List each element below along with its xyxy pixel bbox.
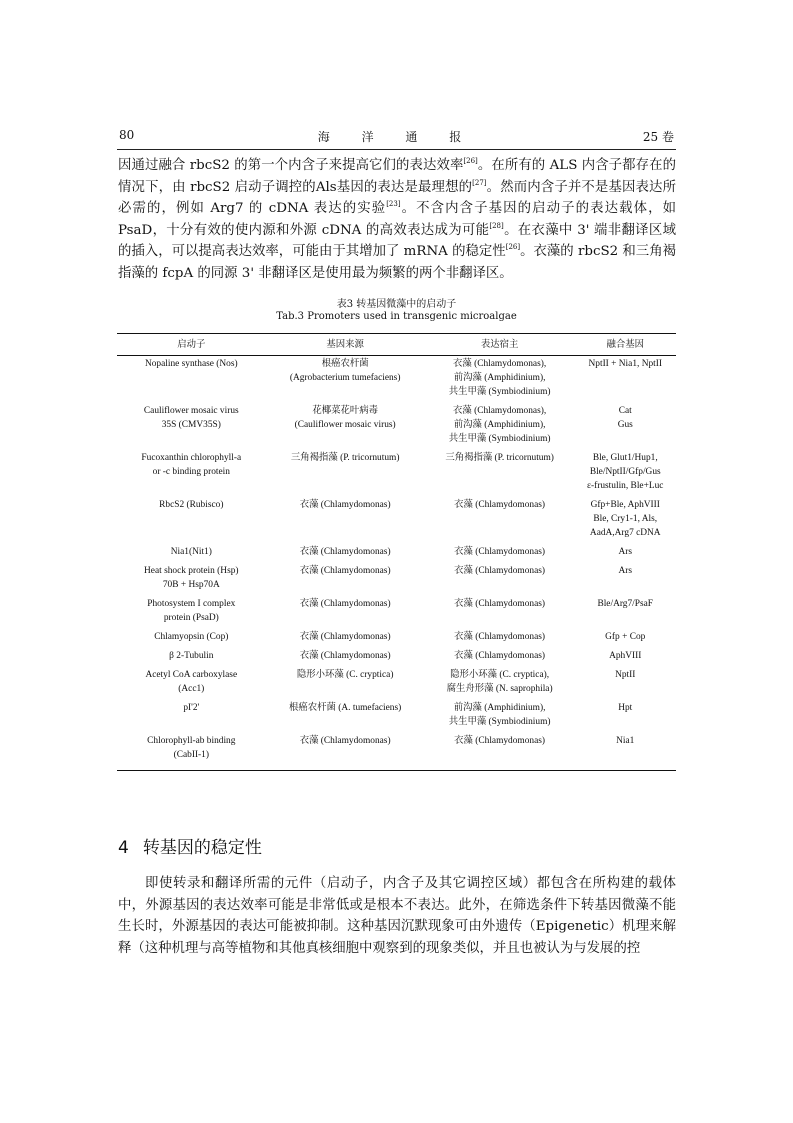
cell-line: Fucoxanthin chlorophyll-a: [141, 453, 242, 463]
cell-line: AphVIII: [609, 651, 642, 661]
gene-source-cell: [266, 629, 425, 648]
cell-line: Gfp + Cop: [605, 632, 646, 642]
cell-line: 衣藻 (Chlamydomonas): [299, 566, 391, 576]
cell-line: 共生甲藻 (Symbiodinium): [448, 717, 551, 727]
cell-line: 衣藻 (Chlamydomonas): [454, 500, 546, 510]
fusion-gene-cell: [575, 497, 677, 544]
gene-source-cell: [266, 450, 425, 497]
citation-ref: [26]: [463, 157, 478, 165]
paragraph-text: 。不含内含子基因的启动子的表达载体，如 PsaD，十分有效的使内源和外源 cDNA 的高效表达成为可能: [118, 201, 677, 238]
cell-line: 隐形小环藻 (C. cryptica): [296, 670, 394, 680]
cell-line: 衣藻 (Chlamydomonas),: [452, 359, 547, 369]
promoter-cell: [117, 700, 266, 733]
gene-source-cell: [266, 563, 425, 596]
table-caption-cn: 表3 转基因微藻中的启动子: [336, 299, 457, 310]
table-row: [117, 667, 676, 700]
citation-ref: [28]: [489, 221, 504, 230]
cell-line: Hpt: [618, 703, 633, 713]
page-header: [119, 128, 674, 148]
cell-line: Ars: [618, 547, 633, 557]
section-title: 转基因的稳定性: [142, 838, 262, 858]
cell-line: ε-frustulin, Ble+Luc: [587, 481, 664, 491]
fusion-gene-cell: [575, 667, 677, 700]
table-row: [117, 629, 676, 648]
host-cell: [425, 700, 575, 733]
host-cell: [425, 733, 575, 771]
cell-line: (Acc1): [178, 684, 205, 694]
promoter-cell: [117, 596, 266, 629]
cell-line: or -c binding protein: [152, 467, 230, 477]
header-rule: [117, 149, 676, 150]
cell-line: 共生甲藻 (Symbiodinium): [448, 387, 551, 397]
table-row: [117, 356, 676, 404]
promoter-cell: [117, 497, 266, 544]
cell-line: NptII + Nia1, NptII: [588, 359, 662, 369]
col-header-fusion-gene: 融合基因: [575, 334, 677, 356]
cell-line: 衣藻 (Chlamydomonas): [299, 547, 391, 557]
cell-line: Nopaline synthase (Nos): [144, 359, 238, 369]
cell-line: Nia1: [616, 736, 635, 746]
paragraph-text: 因通过融合 rbcS2 的第一个内含子来提高它们的表达效率: [118, 158, 464, 173]
fusion-gene-cell: [575, 733, 677, 771]
gene-source-cell: [266, 403, 425, 450]
cell-line: RbcS2 (Rubisco): [159, 500, 224, 510]
gene-source-cell: [266, 356, 425, 404]
fusion-gene-cell: [575, 403, 677, 450]
paragraph-text: 。然而内含子并不是基因表达所必需的，例如 Arg7 的 cDNA 表达的实验: [118, 179, 676, 216]
cell-line: (Cauliflower mosaic virus): [294, 420, 396, 430]
table-row: [117, 563, 676, 596]
gene-source-cell: [266, 648, 425, 667]
table-row: [117, 700, 676, 733]
cell-line: 衣藻 (Chlamydomonas): [454, 632, 546, 642]
table-row: [117, 733, 676, 771]
cell-line: 前沟藻 (Amphidinium),: [453, 373, 546, 383]
page-number: 80: [119, 128, 135, 142]
fusion-gene-cell: [575, 629, 677, 648]
fusion-gene-cell: [575, 700, 677, 733]
table-row: [117, 403, 676, 450]
table-row: [117, 648, 676, 667]
host-cell: [425, 450, 575, 497]
col-header-gene-source: 基因来源: [266, 334, 425, 356]
cell-line: 70B + Hsp70A: [162, 580, 220, 590]
col-header-host: 表达宿主: [425, 334, 575, 356]
fusion-gene-cell: [575, 450, 677, 497]
promoter-cell: [117, 403, 266, 450]
citation-ref: [27]: [472, 178, 487, 187]
cell-line: 前沟藻 (Amphidinium),: [453, 420, 546, 430]
col-header-promoter: 启动子: [117, 334, 266, 356]
section-heading: [118, 833, 262, 858]
table-caption-en: Tab.3 Promoters used in transgenic microalgae: [276, 311, 517, 322]
gene-source-cell: [266, 544, 425, 563]
cell-line: Ble, Cry1-1, Als,: [593, 514, 658, 524]
fusion-gene-cell: [575, 544, 677, 563]
volume-label: 25 卷: [642, 130, 674, 144]
gene-source-cell: [266, 733, 425, 771]
fusion-gene-cell: [575, 563, 677, 596]
cell-line: protein (PsaD): [163, 613, 219, 623]
cell-line: 共生甲藻 (Symbiodinium): [448, 434, 551, 444]
cell-line: 衣藻 (Chlamydomonas): [299, 500, 391, 510]
cell-line: Acetyl CoA carboxylase: [145, 670, 238, 680]
fusion-gene-cell: [575, 356, 677, 404]
table-header-row: [117, 334, 676, 356]
cell-line: Ble/NptII/Gfp/Gus: [589, 467, 661, 477]
cell-line: 花椰菜花叶病毒: [312, 406, 378, 416]
cell-line: Chlorophyll-ab binding: [147, 736, 236, 746]
cell-line: 前沟藻 (Amphidinium),: [453, 703, 546, 713]
promoter-cell: [117, 629, 266, 648]
gene-source-cell: [266, 497, 425, 544]
cell-line: 衣藻 (Chlamydomonas): [454, 651, 546, 661]
fusion-gene-cell: [575, 596, 677, 629]
cell-line: 三角褐指藻 (P. tricornutum): [290, 453, 400, 463]
cell-line: 三角褐指藻 (P. tricornutum): [445, 453, 554, 463]
cell-line: 衣藻 (Chlamydomonas): [299, 651, 391, 661]
promoter-cell: [117, 356, 266, 404]
host-cell: [425, 544, 575, 563]
host-cell: [425, 563, 575, 596]
cell-line: Gfp+Ble, AphVIII: [590, 500, 660, 510]
host-cell: [425, 629, 575, 648]
cell-line: Ars: [618, 566, 633, 576]
host-cell: [425, 648, 575, 667]
promoter-cell: [117, 563, 266, 596]
cell-line: 衣藻 (Chlamydomonas): [454, 736, 546, 746]
cell-line: 隐形小环藻 (C. cryptica),: [450, 670, 550, 680]
table-row: [117, 596, 676, 629]
cell-line: AadA,Arg7 cDNA: [589, 528, 661, 538]
cell-line: NptII: [615, 670, 636, 680]
cell-line: 衣藻 (Chlamydomonas): [454, 566, 546, 576]
host-cell: [425, 497, 575, 544]
cell-line: 腐生舟形藻 (N. saprophila): [446, 684, 553, 694]
cell-line: 衣藻 (Chlamydomonas): [454, 547, 546, 557]
promoter-cell: [117, 648, 266, 667]
cell-line: pI'2': [183, 703, 200, 713]
journal-name: 海 洋 通 报: [317, 130, 476, 144]
cell-line: 根癌农杆菌 (A. tumefaciens): [289, 703, 402, 713]
table-row: [117, 450, 676, 497]
fusion-gene-cell: [575, 648, 677, 667]
gene-source-cell: [266, 700, 425, 733]
promoter-cell: [117, 544, 266, 563]
host-cell: [425, 356, 575, 404]
cell-line: (CabII-1): [173, 750, 209, 760]
promoter-cell: [117, 667, 266, 700]
body-paragraph-1: [118, 155, 676, 284]
cell-line: 35S (CMV35S): [161, 420, 221, 430]
host-cell: [425, 403, 575, 450]
cell-line: 衣藻 (Chlamydomonas): [454, 599, 546, 609]
gene-source-cell: [266, 596, 425, 629]
cell-line: Photosystem I complex: [147, 599, 236, 609]
cell-line: Cat: [618, 406, 632, 416]
table-row: [117, 544, 676, 563]
cell-line: Ble, Glut1/Hup1,: [592, 453, 658, 463]
cell-line: Gus: [617, 420, 633, 430]
cell-line: Ble/Arg7/PsaF: [597, 599, 654, 609]
cell-line: (Agrobacterium tumefaciens): [289, 373, 401, 383]
paragraph-text: 。在所有的 ALS 内含子都存在的情况下，由 rbcS2 启动子调控的Als基因的表达是最理想的: [118, 158, 676, 195]
host-cell: [425, 596, 575, 629]
cell-line: Heat shock protein (Hsp): [144, 566, 239, 576]
promoter-cell: [117, 450, 266, 497]
table-row: [117, 497, 676, 544]
promoter-cell: [117, 733, 266, 771]
cell-line: Nia1(Nit1): [170, 547, 212, 557]
cell-line: Cauliflower mosaic virus: [143, 406, 239, 416]
promoter-table: [117, 333, 676, 771]
body-paragraph-2: 即使转录和翻译所需的元件（启动子，内含子及其它调控区域）都包含在所构建的载体中，外源基因的表达效率可能是非常低或是根本不表达。此外，在筛选条件下转基因微藻不能生长时，外源基因的表达可能被抑制。这种基因沉默现象可由外遗传（Epigenetic）机理来解释（这种机理与高等植物和其他真核细胞中观察到的现象类似，并且也被认为与发展的控: [118, 876, 676, 956]
cell-line: Chlamyopsin (Cop): [154, 632, 229, 642]
cell-line: 衣藻 (Chlamydomonas): [299, 599, 391, 609]
cell-line: β 2-Tubulin: [169, 651, 214, 661]
citation-ref: [26]: [505, 243, 521, 251]
cell-line: 衣藻 (Chlamydomonas),: [452, 406, 547, 416]
host-cell: [425, 667, 575, 700]
paragraph-text: 。在衣藻中 3' 端非翻译区域的插入，可以提高表达效率，可能由于其增加了 mRNA 的稳定性: [118, 222, 676, 259]
paragraph-text: 。衣藻的 rbcS2 和三角褐指藻的 fcpA 的同源 3' 非翻译区是使用最为频繁的两个非翻译区。: [118, 244, 676, 281]
section-number: 4: [118, 838, 129, 858]
cell-line: 衣藻 (Chlamydomonas): [299, 632, 391, 642]
gene-source-cell: [266, 667, 425, 700]
cell-line: 根癌农杆菌: [321, 359, 369, 369]
cell-line: 衣藻 (Chlamydomonas): [299, 736, 391, 746]
citation-ref: [23]: [386, 200, 401, 208]
